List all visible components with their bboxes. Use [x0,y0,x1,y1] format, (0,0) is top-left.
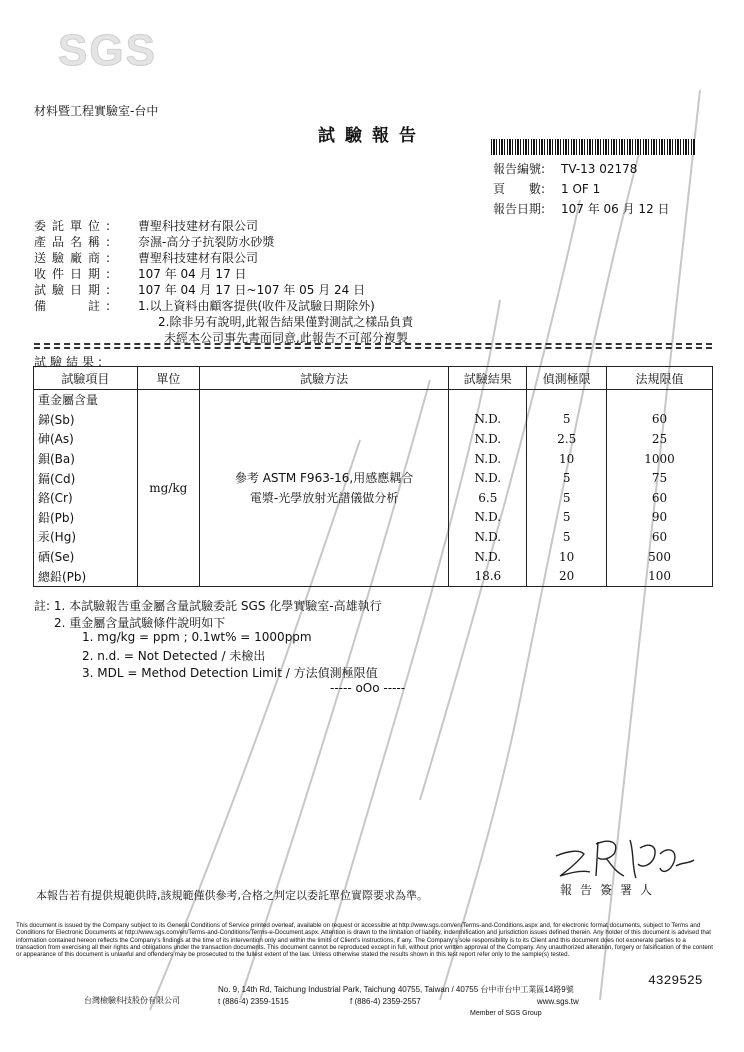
table-header-row [34,367,713,390]
row-result: N.D. [449,429,527,449]
row-mdl: 10 [527,547,607,567]
row-limit: 25 [607,429,713,449]
row-result: N.D. [449,449,527,469]
remark-line-3: 未經本公司事先書面同意,此報告不可部分複製 [164,331,408,345]
row-limit: 1000 [607,449,713,469]
results-table [33,366,713,587]
row-limit: 75 [607,468,713,488]
row-result: N.D. [449,527,527,547]
page-count: 頁 數: 1 OF 1 [493,182,601,196]
row-item: 銻(Sb) [34,410,138,430]
footer-web: www.sgs.tw [537,997,579,1006]
col-header-limit: 法規限值 [607,367,713,390]
note-2-1: 1. mg/kg = ppm ; 0.1wt% = 1000ppm [82,630,312,644]
col-header-mdl: 偵測極限 [527,367,607,390]
report-date: 報告日期: 107 年 06 月 12 日 [493,202,670,216]
method-line: 電漿-光學放射光譜儀做分析 [249,490,399,505]
col-header-unit: 單位 [137,367,199,390]
footer-tel: t (886-4) 2359-1515 [218,997,289,1006]
row-item: 砷(As) [34,429,138,449]
info-test-date: 試驗日期: 107 年 04 月 17 日~107 年 05 月 24 日 [34,283,366,297]
page-title: 試驗報告 [318,126,426,146]
note-1: 註: 1. 本試驗報告重金屬含量試驗委託 SGS 化學實驗室-高雄執行 [34,599,382,613]
info-product: 產品名稱: 奈濕-高分子抗裂防水砂漿 [34,235,275,249]
serial-number: 4329525 [648,973,703,988]
lab-name: 材料暨工程實驗室-台中 [34,104,159,118]
row-limit: 100 [607,566,713,586]
row-result: 6.5 [449,488,527,508]
col-header-result: 試驗結果 [449,367,527,390]
col-header-item: 試驗項目 [34,367,138,390]
method-cell [199,390,449,587]
row-limit: 500 [607,547,713,567]
row-item: 汞(Hg) [34,527,138,547]
row-limit: 60 [607,410,713,430]
barcode [491,139,696,155]
row-mdl: 20 [527,566,607,586]
row-mdl: 5 [527,468,607,488]
fine-print: This document is issued by the Company subject to its General Conditions of Service printed overleaf, available on request or accessible at http://www.sgs.com/en/Terms-and-Conditions.aspx and, for electronic format documents, subject to Terms and Conditions for Electronic Documents at http://www.sgs.com/en/Terms-and-Conditions/Terms-e-Document.aspx. Attention is drawn to the limitation of liability, indemnification and jurisdiction issues defined therein. Any holder of this document is advised that information contained hereon reflects the Company's findings at the time of its intervention only and within the limits of Client's instructions, if any. The Company's sole responsibility is to its Client and this document does not exonerate parties to a transaction from exercising all their rights and obligations under the transaction documents. This document cannot be reproduced except in full, without prior written approval of the Company. Any unauthorized alteration, forgery or falsification of the content or appearance of this document is unlawful and offenders may be prosecuted to the fullest extent of the law. Unless otherwise stated the results shown in this test report refer only to the sample(s) tested. [16,922,713,959]
row-item: 總鉛(Pb) [34,566,138,586]
footer-member: Member of SGS Group [470,1010,542,1017]
row-result: N.D. [449,508,527,528]
row-mdl: 5 [527,410,607,430]
info-received-date: 收件日期: 107 年 04 月 17 日 [34,267,247,281]
row-item: 硒(Se) [34,547,138,567]
disclaimer: 本報告若有提供規範供時,該規範僅供參考,合格之判定以委託單位實際要求為準。 [36,889,428,902]
end-marker: ----- oOo ----- [330,681,406,695]
row-result: N.D. [449,547,527,567]
report-number: 報告編號: TV-13 02178 [493,162,638,176]
info-supplier: 送驗廠商: 曹聖科技建材有限公司 [34,251,259,265]
row-item: 鎘(Cd) [34,468,138,488]
row-mdl: 2.5 [527,429,607,449]
row-mdl: 10 [527,449,607,469]
row-result: N.D. [449,410,527,430]
row-limit: 90 [607,508,713,528]
method-line: 參考 ASTM F963-16,用感應耦合 [234,470,414,485]
results-label: 試驗結果: [34,355,107,369]
remark-line-2: 2.除非另有說明,此報告結果僅對測試之樣品負責 [158,315,414,329]
footer-company: 台灣檢驗科技股份有限公司 [84,996,180,1005]
info-client: 委託單位: 曹聖科技建材有限公司 [34,219,259,233]
sgs-logo: SGS [58,26,157,75]
row-result: N.D. [449,468,527,488]
group-label: 重金屬含量 [34,390,138,410]
footer-fax: f (886-4) 2359-2557 [350,997,421,1006]
row-item: 鋇(Ba) [34,449,138,469]
col-header-method: 試驗方法 [199,367,449,390]
info-remarks: 備 註: 1.以上資料由顧客提供(收件及試驗日期除外) [34,299,375,313]
signature [550,832,700,880]
row-result: 18.6 [449,566,527,586]
signer-label: 報告簽署人 [560,883,661,897]
note-2-2: 2. n.d. = Not Detected / 未檢出 [82,649,266,663]
divider [34,343,712,345]
unit-cell: mg/kg [137,390,199,587]
footer-address: No. 9, 14th Rd, Taichung Industrial Park, Taichung 40755, Taiwan / 40755 台中市台中工業區14路9號 [218,985,574,994]
row-limit: 60 [607,488,713,508]
row-mdl: 5 [527,488,607,508]
row-item: 鉻(Cr) [34,488,138,508]
note-2: 2. 重金屬含量試驗條件說明如下 [54,616,226,630]
row-limit: 60 [607,527,713,547]
row-item: 鉛(Pb) [34,508,138,528]
table-row [34,390,713,410]
row-mdl: 5 [527,508,607,528]
row-mdl: 5 [527,527,607,547]
note-2-3: 3. MDL = Method Detection Limit / 方法偵測極限值 [82,666,378,680]
divider [34,347,712,349]
